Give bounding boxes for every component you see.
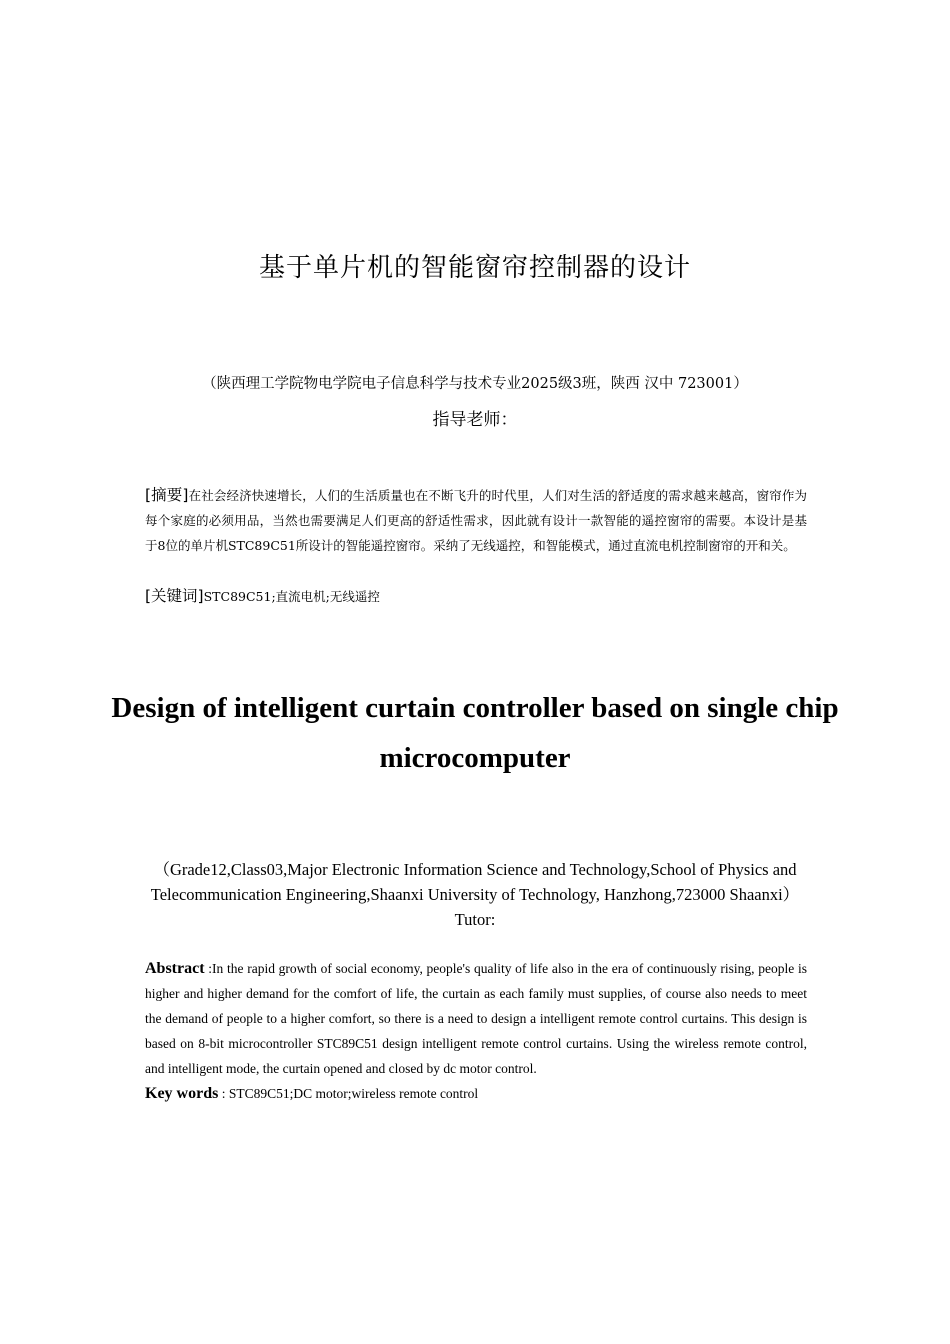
english-affiliation: （Grade12,Class03,Major Electronic Information Science and Technology,School of Physics and Telecommunication Engineering,Shaanxi University of Technology, Hanzhong,723000 Shaanxi）Tutor: <box>150 860 800 929</box>
english-abstract-text: :In the rapid growth of social economy, people's quality of life also in the era of continuously rising, people is higher and higher demand for the comfort of life, the curtain as each family must supplies, of course also needs to meet the demand of people to a higher comfort, so there is a need to design a intelligent remote control curtains. This design is based on 8-bit microcontroller STC89C51 design intelligent remote control curtains. Using the wireless remote control, and intelligent mode, the curtain opened and closed by dc motor control. <box>145 961 807 1076</box>
chinese-tutor: 指导老师： <box>432 410 518 430</box>
chinese-keywords <box>145 584 807 609</box>
english-abstract <box>145 956 807 1081</box>
chinese-keywords-text: STC89C51;直流电机;无线遥控 <box>203 589 380 604</box>
chinese-title: 基于单片机的智能窗帘控制器的设计 <box>258 253 691 283</box>
chinese-abstract-text: 在社会经济快速增长，人们的生活质量也在不断飞升的时代里，人们对生活的舒适度的需求越来越高，窗帘作为每个家庭的必须用品，当然也需要满足人们更高的舒适性需求，因此就有设计一款智能的遥控窗帘的需要。本设计是基于8位的单片机STC89C51所设计的智能遥控窗帘。采纳了无线遥控，和智能模式，通过直流电机控制窗帘的开和关。 <box>145 488 807 553</box>
chinese-keywords-label: [关键词] <box>145 587 204 605</box>
chinese-abstract-label: [摘要] <box>145 486 189 504</box>
chinese-affiliation: （陕西理工学院物电学院电子信息科学与技术专业2025级3班，陕西 汉中 723001） <box>202 376 748 392</box>
english-title: Design of intelligent curtain controller based on single chip microcomputer <box>111 692 839 774</box>
english-keywords <box>145 1081 807 1106</box>
english-keywords-label: Key words <box>145 1085 219 1102</box>
english-abstract-label: Abstract <box>145 960 205 977</box>
english-keywords-text: : STC89C51;DC motor;wireless remote control <box>218 1086 479 1101</box>
chinese-abstract <box>145 483 807 558</box>
